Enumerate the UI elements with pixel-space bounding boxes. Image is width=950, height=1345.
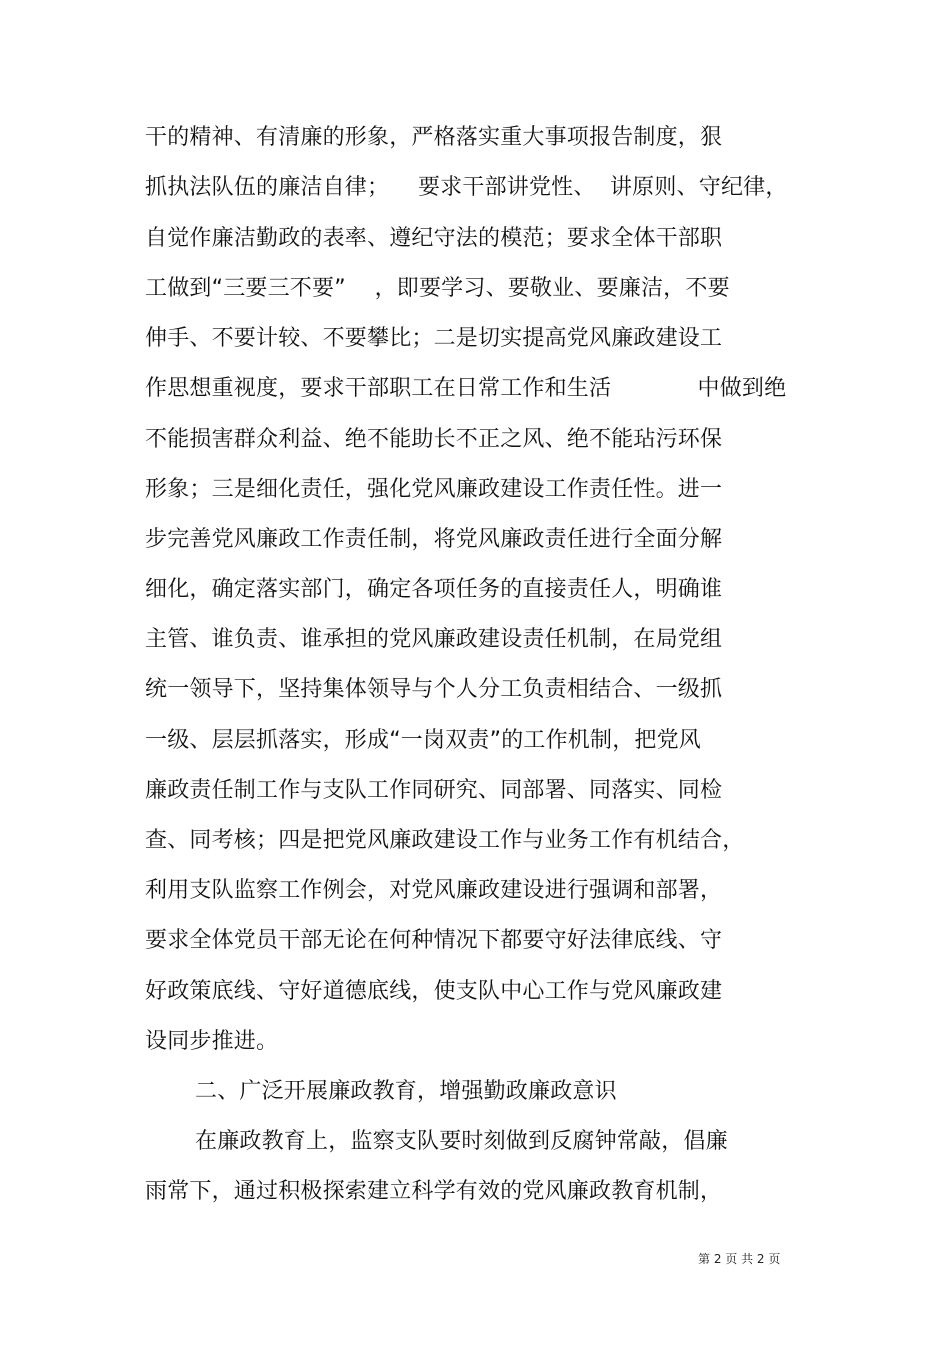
body-text-line: 在廉政教育上，监察支队要时刻做到反腐钟常敲，倡廉: [195, 1129, 728, 1154]
body-text-line: 一级、层层抓落实，形成“一岗双责”的工作机制，把党风: [145, 728, 701, 753]
body-text-line: 查、同考核；四是把党风廉政建设工作与业务工作有机结合，: [145, 828, 745, 853]
body-text-line: 不能损害群众利益、绝不能助长不正之风、绝不能玷污环保: [145, 427, 723, 452]
body-text-line: 形象；三是细化责任，强化党风廉政建设工作责任性。进一: [145, 477, 723, 502]
page-number-footer: 第 2 页 共 2 页: [698, 1252, 781, 1266]
body-text-line: 作思想重视度，要求干部职工在日常工作和生活 中做到绝: [145, 376, 787, 401]
body-text-line: 设同步推进。: [145, 1029, 279, 1054]
body-text-line: 要求全体党员干部无论在何种情况下都要守好法律底线、守: [145, 928, 723, 953]
body-text-line: 雨常下，通过积极探索建立科学有效的党风廉政教育机制，: [145, 1179, 723, 1204]
body-text-line: 抓执法队伍的廉洁自律； 要求干部讲党性、 讲原则、守纪律，: [145, 175, 788, 200]
body-text-line: 干的精神、有清廉的形象，严格落实重大事项报告制度，狠: [145, 125, 723, 150]
body-text-line: 细化，确定落实部门，确定各项任务的直接责任人，明确谁: [145, 577, 723, 602]
body-text-line: 工做到“三要三不要” ，即要学习、要敬业、要廉洁，不要: [145, 276, 730, 301]
body-text-line: 步完善党风廉政工作责任制，将党风廉政责任进行全面分解: [145, 527, 723, 552]
body-text-line: 主管、谁负责、谁承担的党风廉政建设责任机制，在局党组: [145, 627, 723, 652]
section-heading: 二、广泛开展廉政教育，增强勤政廉政意识: [195, 1079, 617, 1104]
body-text-line: 廉政责任制工作与支队工作同研究、同部署、同落实、同检: [145, 778, 723, 803]
body-text-line: 伸手、不要计较、不要攀比；二是切实提高党风廉政建设工: [145, 326, 723, 351]
body-text-line: 好政策底线、守好道德底线，使支队中心工作与党风廉政建: [145, 979, 723, 1004]
body-text-line: 统一领导下，坚持集体领导与个人分工负责相结合、一级抓: [145, 677, 723, 702]
body-text-line: 自觉作廉洁勤政的表率、遵纪守法的模范；要求全体干部职: [145, 226, 723, 251]
body-text-line: 利用支队监察工作例会，对党风廉政建设进行强调和部署，: [145, 878, 723, 903]
